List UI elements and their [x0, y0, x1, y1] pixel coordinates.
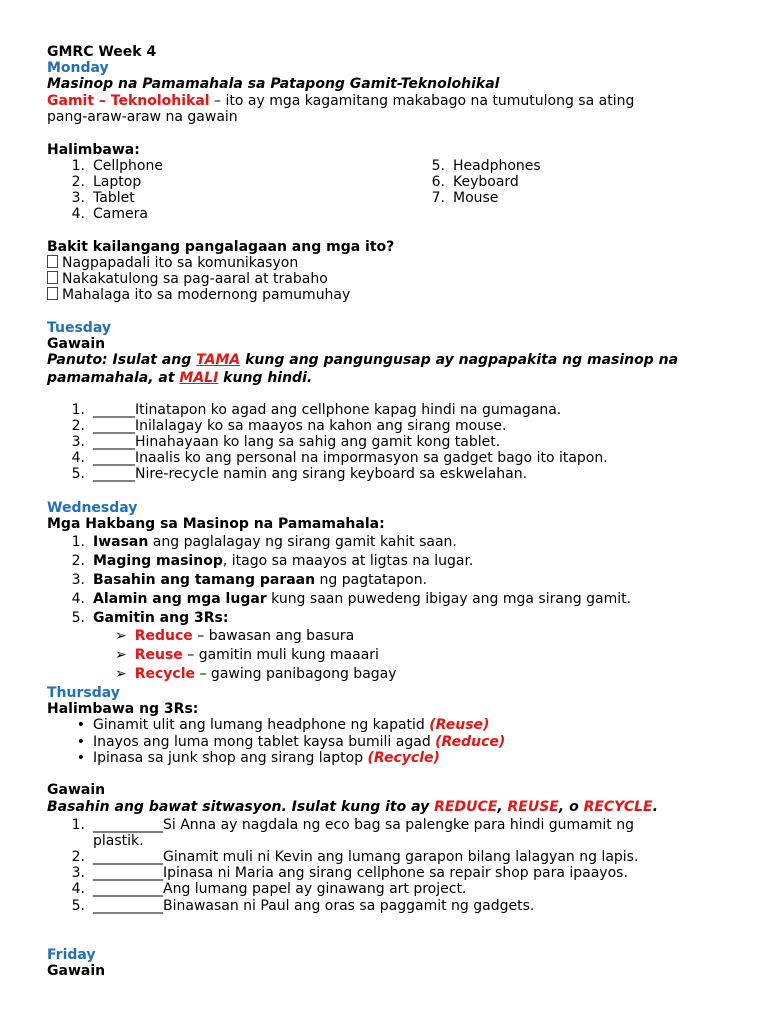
thursday-activity: Gawain: [47, 782, 106, 798]
tama-keyword: TAMA: [196, 352, 241, 368]
checkbox-icon: [47, 255, 58, 268]
reason-item: Nakakatulong sa pag-aaral at trabaho: [47, 271, 328, 287]
day-friday: Friday: [47, 947, 96, 963]
doc-title: GMRC Week 4: [47, 44, 157, 60]
checkbox-icon: [47, 287, 58, 300]
arrow-icon: ➢: [115, 647, 127, 663]
definition-text: – ito ay mga kagamitang makabago na tumutulong sa ating: [209, 93, 635, 109]
monday-topic: Masinop na Pamamahala sa Patapong Gamit-Teknolohikal: [47, 76, 500, 92]
bullet-icon: •: [76, 750, 85, 766]
day-monday: Monday: [47, 60, 109, 76]
day-thursday: Thursday: [47, 685, 120, 701]
day-tuesday: Tuesday: [47, 320, 111, 336]
reason-item: Mahalaga ito sa modernong pamumuhay: [47, 287, 350, 303]
thursday-instructions: Basahin ang bawat sitwasyon. Isulat kung ito ay REDUCE, REUSE, o RECYCLE.: [47, 799, 658, 815]
thursday-heading: Halimbawa ng 3Rs:: [47, 701, 199, 717]
tuesday-instructions: Panuto: Isulat ang TAMA kung ang pangungusap ay nagpapakita ng masinop na: [47, 352, 679, 368]
document-page: GMRC Week 4 Monday Masinop na Pamamahala sa Patapong Gamit-Teknolohikal Gamit – Teknolohikal – ito ay mga kagamitang makabago na tumutulong sa ating pang-araw-araw na gawain Halimbawa: 1. Cellphone 2. Laptop 3. Tablet 4. Camera 5. Headphones 6. Keyboard 7. Mouse Bakit kailangang pangalagaan ang mga ito? Nagpapadali ito sa komunikasyon Nakakatulong sa pag-aaral at trabaho Mahalaga ito sa modernong pamumuhay Tuesday Gawain Panuto: Isulat ang TAMA kung ang pangungusap ay nagpapakita ng masinop na pamamahala, at MALI kung hindi. 1. ______Itinatapon ko agad ang cellphone kapag hindi na gumagana. 2. ______Inilalagay ko sa maayos na kahon ang sirang mouse. 3. ______Hinahayaan ko lang sa sahig ang gamit kong tablet. 4. ______Inaalis ko ang personal na impormasyon sa gadget bago ito itapon. 5. ______Nire-recycle namin ang sirang keyboard sa eskwelahan. Wednesday Mga Hakbang sa Masinop na Pamamahala: 1. Iwasan ang paglalagay ng sirang gamit kahit saan. 2. Maging masinop, itago sa maayos at ligtas na lugar. 3. Basahin ang tamang paraan ng pagtatapon. 4. Alamin ang mga lugar kung saan puwedeng ibigay ang mga sirang gamit. 5. Gamitin ang 3Rs: ➢ Reduce – bawasan ang basura ➢ Reuse – gamitin muli kung maaari ➢ Recycle – gawing panibagong bagay Thursday Halimbawa ng 3Rs: • Ginamit ulit ang lumang headphone ng kapatid (Reuse) • Inayos ang luma mong tablet kaysa bumili agad (Reduce) • Ipinasa sa junk shop ang sirang laptop (Recycle) Gawain Basahin ang bawat sitwasyon. Isulat kung ito ay REDUCE, REUSE, o RECYCLE. 1. __________Si Anna ay nagdala ng eco bag sa palengke para hindi gumamit ng plastik. 2. __________Ginamit muli ni Kevin ang lumang garapon bilang lalagyan ng lapis. 3. __________Ipinasa ni Maria ang sirang cellphone sa repair shop para ipaayos. 4. __________Ang lumang papel ay ginawang art project. 5. __________Binawasan ni Paul ang oras sa paggamit ng gadgets. Friday Gawain: [47, 44, 679, 979]
tuesday-instructions-2: pamamahala, at MALI kung hindi.: [47, 370, 313, 386]
checkbox-icon: [47, 271, 58, 284]
definition-line-2: pang-araw-araw na gawain: [47, 109, 238, 125]
arrow-icon: ➢: [115, 628, 127, 644]
why-heading: Bakit kailangang pangalagaan ang mga ito?: [47, 239, 395, 255]
wednesday-heading: Mga Hakbang sa Masinop na Pamamahala:: [47, 516, 385, 532]
mali-keyword: MALI: [179, 370, 219, 386]
friday-activity: Gawain: [47, 963, 106, 979]
rs-item: ➢ Recycle – gawing panibagong bagay: [115, 666, 397, 682]
arrow-icon: ➢: [115, 666, 127, 682]
bullet-icon: •: [76, 717, 85, 733]
situation-item-cont: plastik.: [93, 833, 144, 849]
rs-item: ➢ Reuse – gamitin muli kung maaari: [115, 647, 379, 663]
day-wednesday: Wednesday: [47, 500, 138, 516]
rs-item: ➢ Reduce – bawasan ang basura: [115, 628, 355, 644]
definition-line: [47, 93, 634, 109]
bullet-icon: •: [76, 734, 85, 750]
tuesday-activity: Gawain: [47, 336, 106, 352]
term: Gamit – Teknolohikal: [47, 93, 210, 109]
examples-heading: Halimbawa:: [47, 142, 140, 158]
reason-item: Nagpapadali ito sa komunikasyon: [47, 255, 298, 271]
